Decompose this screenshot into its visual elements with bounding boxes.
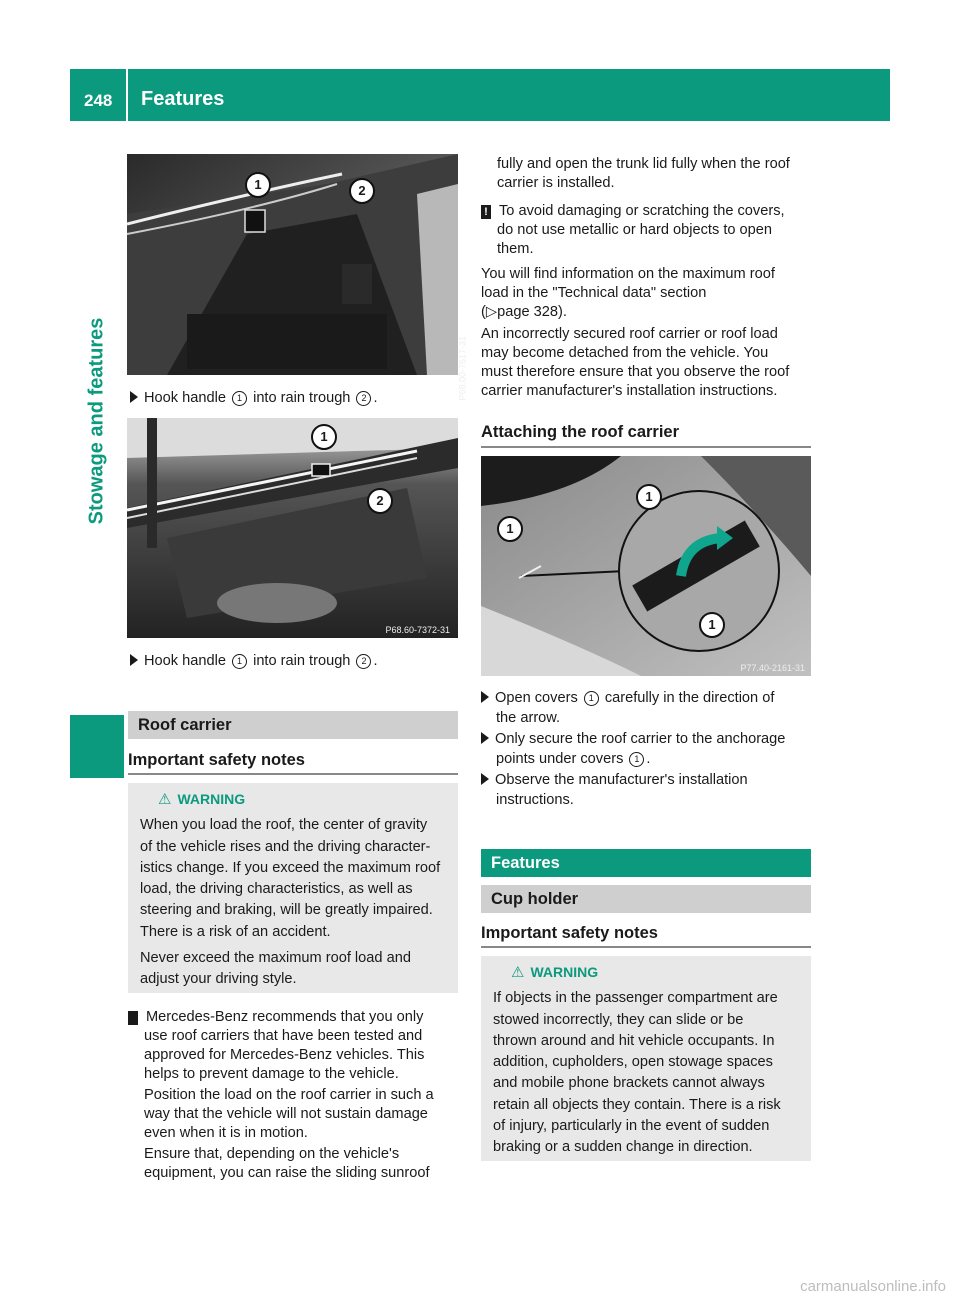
callout-ref: 2: [356, 391, 371, 406]
photo-code: P68.00-7617-31: [458, 336, 468, 401]
section-label: Stowage and features: [85, 317, 108, 525]
page-reference-link[interactable]: page 328).: [497, 304, 567, 320]
notice-icon: !: [128, 1011, 138, 1025]
callout-ref: 1: [584, 691, 599, 706]
info-paragraph: You will find information on the maximum roof load in the "Technical data" section (▷page 328).: [481, 266, 775, 320]
warning-text-2: Never exceed the maximum roof load and adjust your driving style.: [140, 950, 411, 988]
warning-icon: ⚠: [158, 791, 172, 808]
subheading-attach: Attaching the roof carrier: [481, 423, 680, 441]
step-arrow-icon: [481, 773, 489, 785]
instruction-step: Observe the manufacturer's installation instructions.: [481, 770, 816, 810]
section-sidebar: [70, 121, 124, 736]
heading-rule: [481, 446, 811, 448]
callout-ref: 1: [232, 654, 247, 669]
trunk-photo-2: [127, 418, 458, 638]
instruction-step: Hook handle 1 into rain trough 2 .: [130, 388, 378, 408]
page-header: [70, 69, 890, 121]
step-arrow-icon: [481, 691, 489, 703]
callout-1: 1: [636, 484, 662, 510]
section-bar-roof-carrier: Roof carrier: [128, 711, 458, 739]
page-title: Features: [141, 88, 225, 110]
page-number: 248: [84, 91, 113, 110]
callout-ref: 1: [629, 752, 644, 767]
section-bar-features: Features: [481, 849, 811, 877]
callout-1: 1: [311, 424, 337, 450]
callout-1: 1: [245, 172, 271, 198]
section-bar-cup-holder: Cup holder: [481, 885, 811, 913]
warning-icon: ⚠: [511, 964, 525, 981]
photo-code: P68.60-7372-31: [385, 625, 450, 635]
callout-1: 1: [497, 516, 523, 542]
header-divider: [126, 69, 128, 121]
incorrect-paragraph: An incorrectly secured roof carrier or roof load may become detached from the vehicle. You must therefore ensure that you observe the roof carrier manufacturer's installation instructions.: [481, 326, 790, 399]
notice-continuation: fully and open the trunk lid fully when the roof carrier is installed.: [497, 156, 790, 191]
footer-watermark: carmanualsonline.info: [800, 1278, 946, 1295]
callout-2: 2: [349, 178, 375, 204]
warning-box: ⚠ WARNING When you load the roof, the center of gravity of the vehicle rises and the driving character- istics change. If you exceed the maximum roof load, the driving characteristics, as well as steering and braking, will be greatly impaired. There is a risk of an accident. Never exceed the maximum roof load and adjust your driving style.: [128, 783, 458, 993]
section-marker: [70, 715, 124, 778]
roof-photo: [481, 456, 811, 676]
callout-ref: 1: [232, 391, 247, 406]
heading-rule: [481, 946, 811, 948]
subheading-safety: Important safety notes: [128, 751, 305, 769]
callout-2: 2: [367, 488, 393, 514]
warning-box-2: ⚠ WARNING If objects in the passenger compartment are stowed incorrectly, they can slide or be thrown around and hit vehicle occupants. In addition, cupholders, open stowage spaces and mobile phone brackets cannot always retain all objects they contain. There is a risk of injury, particularly in the event of sudden braking or a sudden change in direction.: [481, 956, 811, 1161]
photo-code: P77.40-2161-31: [740, 663, 805, 673]
notice-block: ! Mercedes-Benz recommends that you only use roof carriers that have been tested and approved for Mercedes-Benz vehicles. This helps to prevent damage to the vehicle. Position the load on the roof carrier in such a way that the vehicle will not sustain damage even when it is in motion. Ensure that, depending on the vehicle's equipment, you can raise the sliding sunroof: [123, 1009, 434, 1181]
warning-text-1: When you load the roof, the center of gravity of the vehicle rises and the driving character- istics change. If you exceed the maximum roof load, the driving characteristics, as well as steering and braking, will be greatly impaired. There is a risk of an accident.: [140, 817, 441, 940]
subheading-safety-2: Important safety notes: [481, 924, 658, 942]
instruction-step: Hook handle 1 into rain trough 2 .: [130, 651, 378, 671]
step-arrow-icon: [481, 732, 489, 744]
callout-ref: 2: [356, 654, 371, 669]
notice-icon: !: [481, 205, 491, 219]
instruction-step: Only secure the roof carrier to the anchorage points under covers 1 .: [481, 729, 816, 769]
heading-rule: [128, 773, 458, 775]
notice-block-2: ! To avoid damaging or scratching the covers, do not use metallic or hard objects to open them.: [481, 202, 816, 259]
callout-1: 1: [699, 612, 725, 638]
step-arrow-icon: [130, 391, 138, 403]
warning-text: If objects in the passenger compartment are stowed incorrectly, they can slide or be thrown around and hit vehicle occupants. In addition, cupholders, open stowage spaces and mobile phone brackets cannot always retain all objects they contain. There is a risk of injury, particularly in the event of sudden braking or a sudden change in direction.: [493, 990, 781, 1156]
instruction-step: Open covers 1 carefully in the direction of the arrow.: [481, 688, 816, 728]
step-arrow-icon: [130, 654, 138, 666]
